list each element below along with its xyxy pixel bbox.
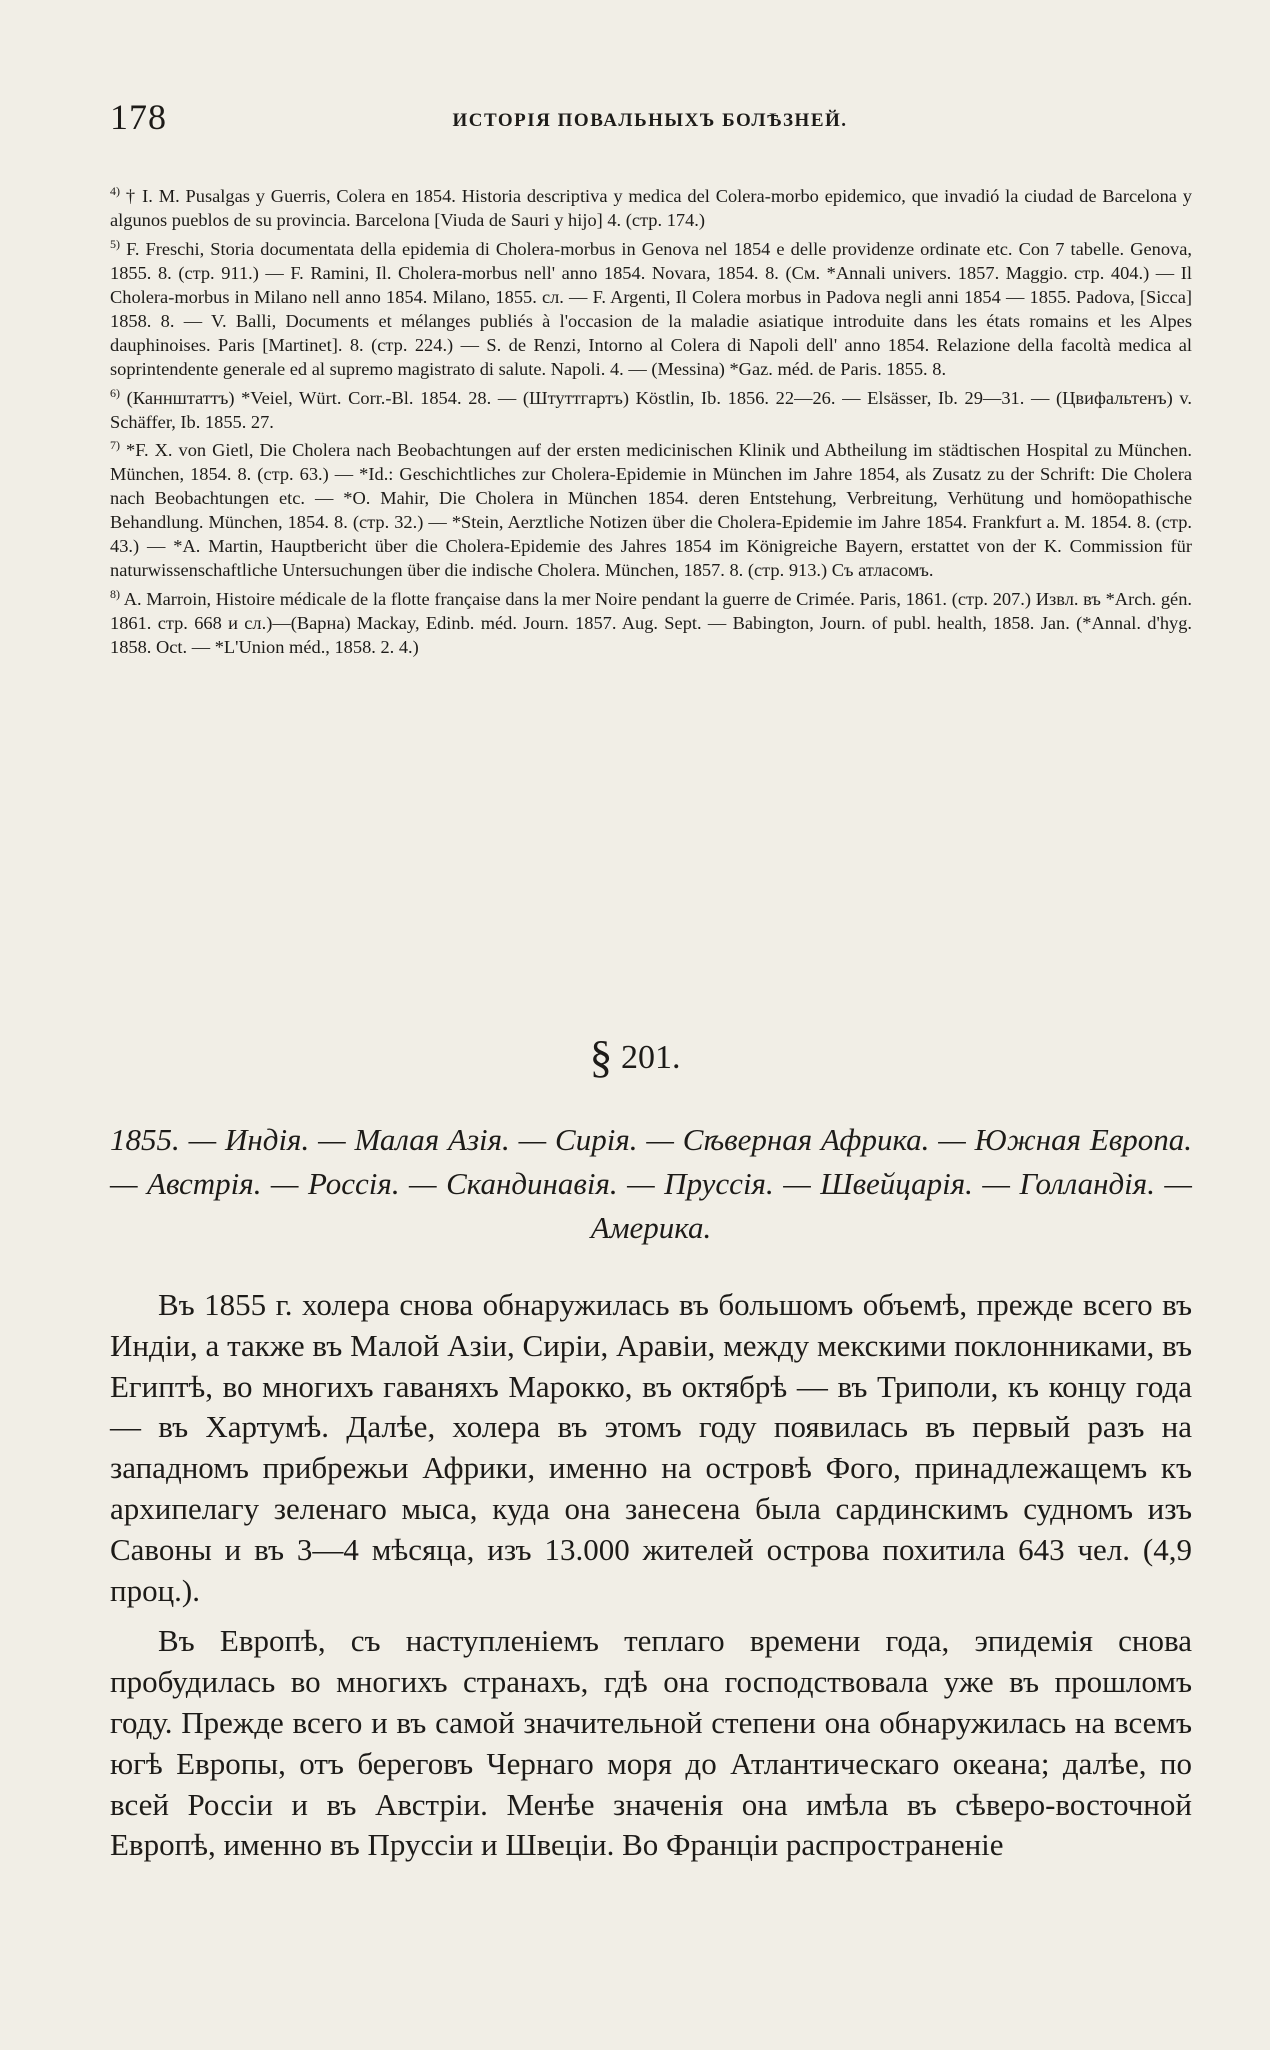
footnotes bbox=[110, 180, 1192, 660]
footnote bbox=[110, 233, 1192, 382]
footnote-text: A. Marroin, Histoire médicale de la flotte française dans la mer Noire pendant la guerre de Crimée. Paris, 1861. (стр. 207.) Извл. въ *Arch. gén. 1861. стр. 668 и сл.)—(Варна) Mackay, Edinb. méd. Journ. 1857. Aug. Sept. — Babington, Journ. of publ. health, 1858. Jan. (*Annal. d'hyg. 1858. Oct. — *L'Union méd., 1858. 2. 4.) bbox=[110, 589, 1192, 657]
paragraph: Въ 1855 г. холера снова обнаружилась въ большомъ объемѣ, прежде всего въ Индіи, а также въ Малой Азіи, Сиріи, Аравіи, между мекскими поклонниками, въ Египтѣ, во многихъ гаваняхъ Марокко, въ октябрѣ — въ Триполи, къ концу года — въ Хартумѣ. Далѣе, холера въ этомъ году появилась въ первый разъ на западномъ прибрежьи Африки, именно на островѣ Фого, принадлежащемъ къ архипелагу зеленаго мыса, куда она занесена была сардинскимъ судномъ изъ Савоны и въ 3—4 мѣсяца, изъ 13.000 жителей острова похитила 643 чел. (4,9 проц.). bbox=[110, 1287, 1192, 1608]
section-symbol: § bbox=[589, 1031, 613, 1082]
footnote-marker: 5) bbox=[110, 236, 120, 251]
footnote-text: *F. X. von Gietl, Die Cholera nach Beobachtungen auf der ersten medicinischen Klinik und Abtheilung im städtischen Hospital zu München. München, 1854. 8. (стр. 63.) — *Id.: Geschichtliches zur Cholera-Epidemie in München im Jahre 1854, als Zusatz zu der Schrift: Die Cholera nach Beobachtungen etc. — *O. Mahir, Die Cholera in München 1854. deren Entstehung, Verbreitung, Verhütung und homöopathische Behandlung. München, 1854. 8. (стр. 32.) — *Stein, Aerztliche Notizen über die Cholera-Epidemie im Jahre 1854. Frankfurt a. M. 1854. 8. (стр. 43.) — *A. Martin, Hauptbericht über die Cholera-Epidemie des Jahres 1854 im Königreiche Bayern, erstattet von der K. Commission für naturwissenschaftliche Untersuchungen über die indische Cholera. München, 1857. 8. (стр. 913.) Съ атласомъ. bbox=[110, 440, 1192, 581]
footnote-marker: 6) bbox=[110, 385, 120, 400]
footnote-text: (Каннштаттъ) *Veiel, Würt. Corr.-Bl. 1854. 28. — (Штуттгартъ) Köstlin, Ib. 1856. 22—26. — Elsässer, Ib. 29—31. — (Цвифальтенъ) v. Schäffer, Ib. 1855. 27. bbox=[110, 387, 1192, 432]
body-text bbox=[110, 1285, 1192, 1876]
footnote-marker: 8) bbox=[110, 587, 120, 601]
footnote-marker: 7) bbox=[110, 438, 120, 453]
paragraph: Въ Европѣ, съ наступленіемъ теплаго времени года, эпидемія снова пробудилась во многихъ странахъ, гдѣ она господствовала уже въ прошломъ году. Прежде всего и въ самой значительной степени она обнаружилась на всемъ югѣ Европы, отъ береговъ Чернаго моря до Атлантическаго океана; далѣе, по всей Россіи и въ Австріи. Менѣе значенія она имѣла въ сѣверо-восточной Европѣ, именно въ Пруссіи и Швеціи. Во Франціи распространеніе bbox=[110, 1623, 1192, 1863]
footnote bbox=[110, 180, 1192, 233]
section-subtitle: 1855. — Индія. — Малая Азія. — Сирія. — Сѣверная Африка. — Южная Европа. — Австрія. — Россія. — Скандинавія. — Пруссія. — Швейцарія. — Голландія. — Америка. bbox=[110, 1122, 1192, 1245]
footnote-marker: 4) bbox=[110, 184, 120, 198]
page-number: 178 bbox=[110, 97, 167, 137]
footnote bbox=[110, 434, 1192, 583]
section-number: 201. bbox=[621, 1039, 681, 1076]
running-title: ИСТОРІЯ ПОВАЛЬНЫХЪ БОЛѢЗНЕЙ. bbox=[452, 110, 848, 131]
footnote bbox=[110, 583, 1192, 660]
footnote-text: F. Freschi, Storia documentata della epidemia di Cholera-morbus in Genova nel 1854 e delle providenze ordinate etc. Con 7 tabelle. Genova, 1855. 8. (стр. 911.) — F. Ramini, Il. Cholera-morbus nell' anno 1854. Novara, 1854. 8. (См. *Annali univers. 1857. Maggio. стр. 404.) — Il Cholera-morbus in Milano nell anno 1854. Milano, 1855. сл. — F. Argenti, Il Colera morbus in Padova negli anni 1854 — 1855. Padova, [Sicca] 1858. 8. — V. Balli, Documents et mélanges publiés à l'occasion de la maladie asiatique introduite dans les états romains et les Alpes dauphinoises. Paris [Martinet]. 8. (стр. 224.) — S. de Renzi, Intorno al Colera di Napoli dell' anno 1854. Relazione della facoltà medica al soprintendente generale ed al supremo magistrato di salute. Napoli. 4. — (Messina) *Gaz. méd. de Paris. 1855. 8. bbox=[110, 239, 1192, 379]
page-header bbox=[110, 96, 1190, 146]
footnote bbox=[110, 382, 1192, 435]
section-heading bbox=[0, 1030, 1270, 1083]
footnote-text: † I. M. Pusalgas y Guerris, Colera en 1854. Historia descriptiva y medica del Colera-morbo epidemico, que invadió la ciudad de Barcelona y algunos pueblos de su provincia. Barcelona [Viuda de Sauri y hijo] 4. (стр. 174.) bbox=[110, 186, 1192, 231]
